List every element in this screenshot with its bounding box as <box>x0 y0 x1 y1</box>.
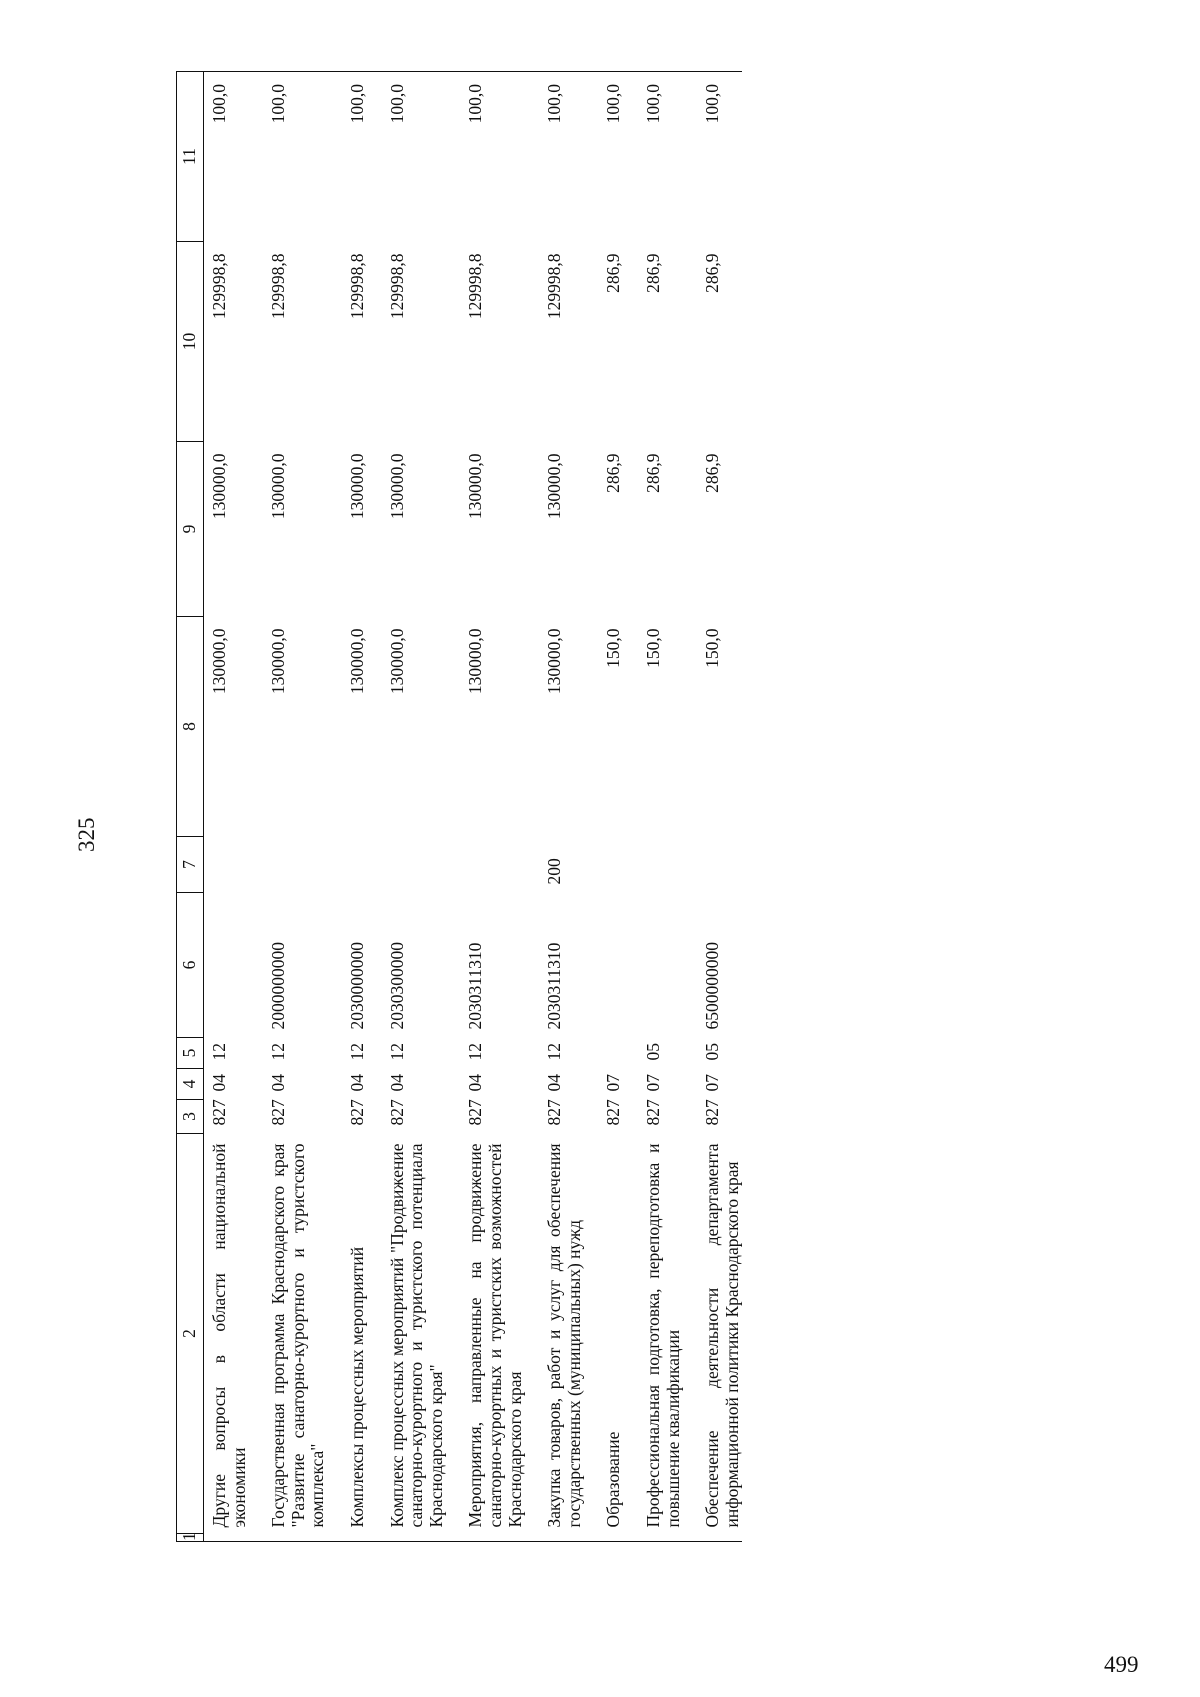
cell-col-5 <box>598 1038 624 1069</box>
cell-col-7 <box>697 837 742 893</box>
cell-col-4: 07 <box>642 1074 663 1092</box>
cell-col-5: 12 <box>386 1043 407 1061</box>
cell-col-3: 827 <box>268 1099 289 1126</box>
row-name-cell: Другие вопросы в области национальной экономики <box>209 1143 249 1528</box>
row-number-cell <box>697 1534 742 1542</box>
column-header-4: 4 <box>177 1069 204 1100</box>
cell-col-3: 827 <box>465 1099 486 1126</box>
cell-col-10: 286,9 <box>603 253 624 293</box>
row-number-cell <box>342 1534 368 1542</box>
column-header-11: 11 <box>177 72 204 242</box>
rotated-page-content <box>48 72 1200 1542</box>
table-row <box>204 72 250 1542</box>
row-name-cell: Комплексы процессных мероприятий <box>346 1246 367 1528</box>
column-header-10: 10 <box>177 242 204 442</box>
cell-col-8: 130000,0 <box>544 628 565 695</box>
cell-col-4: 07 <box>702 1074 723 1092</box>
cell-col-6: 2000000000 <box>268 942 289 1030</box>
cell-col-4: 04 <box>346 1074 367 1092</box>
cell-col-4: 04 <box>544 1074 565 1092</box>
cell-col-3: 827 <box>209 1099 229 1126</box>
cell-col-8: 150,0 <box>603 628 624 668</box>
cell-col-8: 130000,0 <box>346 628 367 695</box>
table-row <box>342 72 368 1542</box>
row-name-cell: Закупка товаров, работ и услуг для обеспечения государственных (муниципальных) нужд <box>544 1143 584 1528</box>
cell-col-6: 2030311310 <box>544 942 565 1030</box>
cell-col-5: 05 <box>642 1043 663 1061</box>
column-header-5: 5 <box>177 1038 204 1069</box>
cell-col-11: 100,0 <box>460 72 525 242</box>
cell-col-6: 6500000000 <box>702 942 723 1030</box>
row-spacer <box>624 72 638 1542</box>
column-header-7: 7 <box>177 837 204 893</box>
cell-col-4: 04 <box>465 1074 486 1092</box>
cell-col-9: 130000,0 <box>268 453 289 520</box>
budget-table <box>176 71 742 1542</box>
cell-col-11: 100,0 <box>342 72 368 242</box>
cell-col-7 <box>598 837 624 893</box>
row-spacer <box>683 72 697 1542</box>
row-number-cell <box>638 1534 683 1542</box>
cell-col-11: 100,0 <box>598 72 624 242</box>
cell-col-9: 286,9 <box>603 453 624 493</box>
cell-col-4: 07 <box>603 1074 624 1092</box>
table-row <box>460 72 525 1542</box>
row-number-cell <box>382 1534 447 1542</box>
cell-col-7: 200 <box>544 858 565 885</box>
cell-col-7 <box>342 837 368 893</box>
cell-col-11: 100,0 <box>263 72 328 242</box>
column-header-9: 9 <box>177 442 204 617</box>
cell-col-9: 286,9 <box>702 453 723 493</box>
cell-col-5: 12 <box>268 1043 289 1061</box>
table-row <box>598 72 624 1542</box>
cell-col-11: 100,0 <box>204 72 250 242</box>
cell-col-10: 129998,8 <box>268 253 289 320</box>
cell-col-9: 130000,0 <box>209 453 229 520</box>
row-name-cell: Государственная программа Краснодарского края "Развитие санаторно-курортного и туристского комплекса" <box>268 1143 328 1528</box>
cell-col-10: 129998,8 <box>386 253 407 320</box>
column-header-2: 2 <box>177 1134 204 1534</box>
cell-col-7 <box>460 837 525 893</box>
cell-col-6: 2030000000 <box>346 942 367 1030</box>
cell-col-8: 130000,0 <box>386 628 407 695</box>
cell-col-9: 286,9 <box>642 453 663 493</box>
cell-col-6: 2030311310 <box>465 942 486 1030</box>
column-header-8: 8 <box>177 617 204 837</box>
cell-col-5: 12 <box>346 1043 367 1061</box>
cell-col-8: 150,0 <box>642 628 663 668</box>
row-spacer <box>584 72 598 1542</box>
table-row <box>263 72 328 1542</box>
table-row <box>638 72 683 1542</box>
row-name-cell: Мероприятия, направленные на продвижение санаторно-курортных и туристских возможностей Краснодарского края <box>465 1143 525 1528</box>
cell-col-9: 130000,0 <box>465 453 486 520</box>
cell-col-3: 827 <box>346 1099 367 1126</box>
cell-col-9: 130000,0 <box>346 453 367 520</box>
row-spacer <box>525 72 539 1542</box>
cell-col-3: 827 <box>544 1099 565 1126</box>
cell-col-5: 05 <box>702 1043 723 1061</box>
cell-col-7 <box>638 837 683 893</box>
cell-col-3: 827 <box>642 1099 663 1126</box>
cell-col-7 <box>382 837 447 893</box>
cell-col-6 <box>204 893 250 1038</box>
cell-col-3: 827 <box>603 1099 624 1126</box>
cell-col-11: 100,0 <box>697 72 742 242</box>
cell-col-11: 100,0 <box>382 72 447 242</box>
table-row <box>539 72 584 1542</box>
column-header-1: 1 <box>177 1534 204 1542</box>
row-name-cell: Профессиональная подготовка, переподготовка и повышение квалификации <box>642 1143 683 1528</box>
cell-col-3: 827 <box>386 1099 407 1126</box>
row-spacer <box>328 72 342 1542</box>
cell-col-10: 286,9 <box>642 253 663 293</box>
cell-col-7 <box>204 837 250 893</box>
row-number-cell <box>460 1534 525 1542</box>
row-spacer <box>249 72 263 1542</box>
column-header-6: 6 <box>177 893 204 1038</box>
table-row <box>382 72 447 1542</box>
cell-col-10: 286,9 <box>702 253 723 293</box>
table-row <box>697 72 742 1542</box>
cell-col-8: 130000,0 <box>465 628 486 695</box>
sheet-number: 325 <box>74 817 99 852</box>
table-header-row <box>177 72 204 1542</box>
cell-col-5: 12 <box>544 1043 565 1061</box>
cell-col-11: 100,0 <box>638 72 683 242</box>
row-name-cell: Комплекс процессных мероприятий "Продвижение санаторно-курортного и туристского потенциала Краснодарского края" <box>386 1143 446 1528</box>
cell-col-8: 130000,0 <box>268 628 289 695</box>
row-spacer <box>446 72 460 1542</box>
row-number-cell <box>598 1534 624 1542</box>
cell-col-10: 129998,8 <box>544 253 565 320</box>
row-number-cell <box>263 1534 328 1542</box>
cell-col-11: 100,0 <box>539 72 584 242</box>
cell-col-6 <box>638 893 683 1038</box>
row-name-cell: Образование <box>603 1431 624 1528</box>
table-body <box>204 72 743 1542</box>
cell-col-9: 130000,0 <box>386 453 407 520</box>
cell-col-4: 04 <box>209 1074 229 1092</box>
cell-col-10: 129998,8 <box>465 253 486 320</box>
cell-col-8: 130000,0 <box>209 628 229 695</box>
cell-col-10: 129998,8 <box>346 253 367 320</box>
cell-col-9: 130000,0 <box>544 453 565 520</box>
page-number: 499 <box>1104 1652 1139 1677</box>
cell-col-5: 12 <box>209 1043 229 1061</box>
row-spacer <box>368 72 382 1542</box>
cell-col-5: 12 <box>465 1043 486 1061</box>
cell-col-4: 04 <box>386 1074 407 1092</box>
row-number-cell <box>204 1534 250 1542</box>
cell-col-10: 129998,8 <box>209 253 229 320</box>
cell-col-6: 2030300000 <box>386 942 407 1030</box>
cell-col-4: 04 <box>268 1074 289 1092</box>
row-name-cell: Обеспечение деятельности департамента информационной политики Краснодарского края <box>702 1143 742 1528</box>
cell-col-3: 827 <box>702 1099 723 1126</box>
column-header-3: 3 <box>177 1100 204 1134</box>
cell-col-7 <box>263 837 328 893</box>
cell-col-6 <box>598 893 624 1038</box>
cell-col-8: 150,0 <box>702 628 723 668</box>
row-number-cell <box>539 1534 584 1542</box>
